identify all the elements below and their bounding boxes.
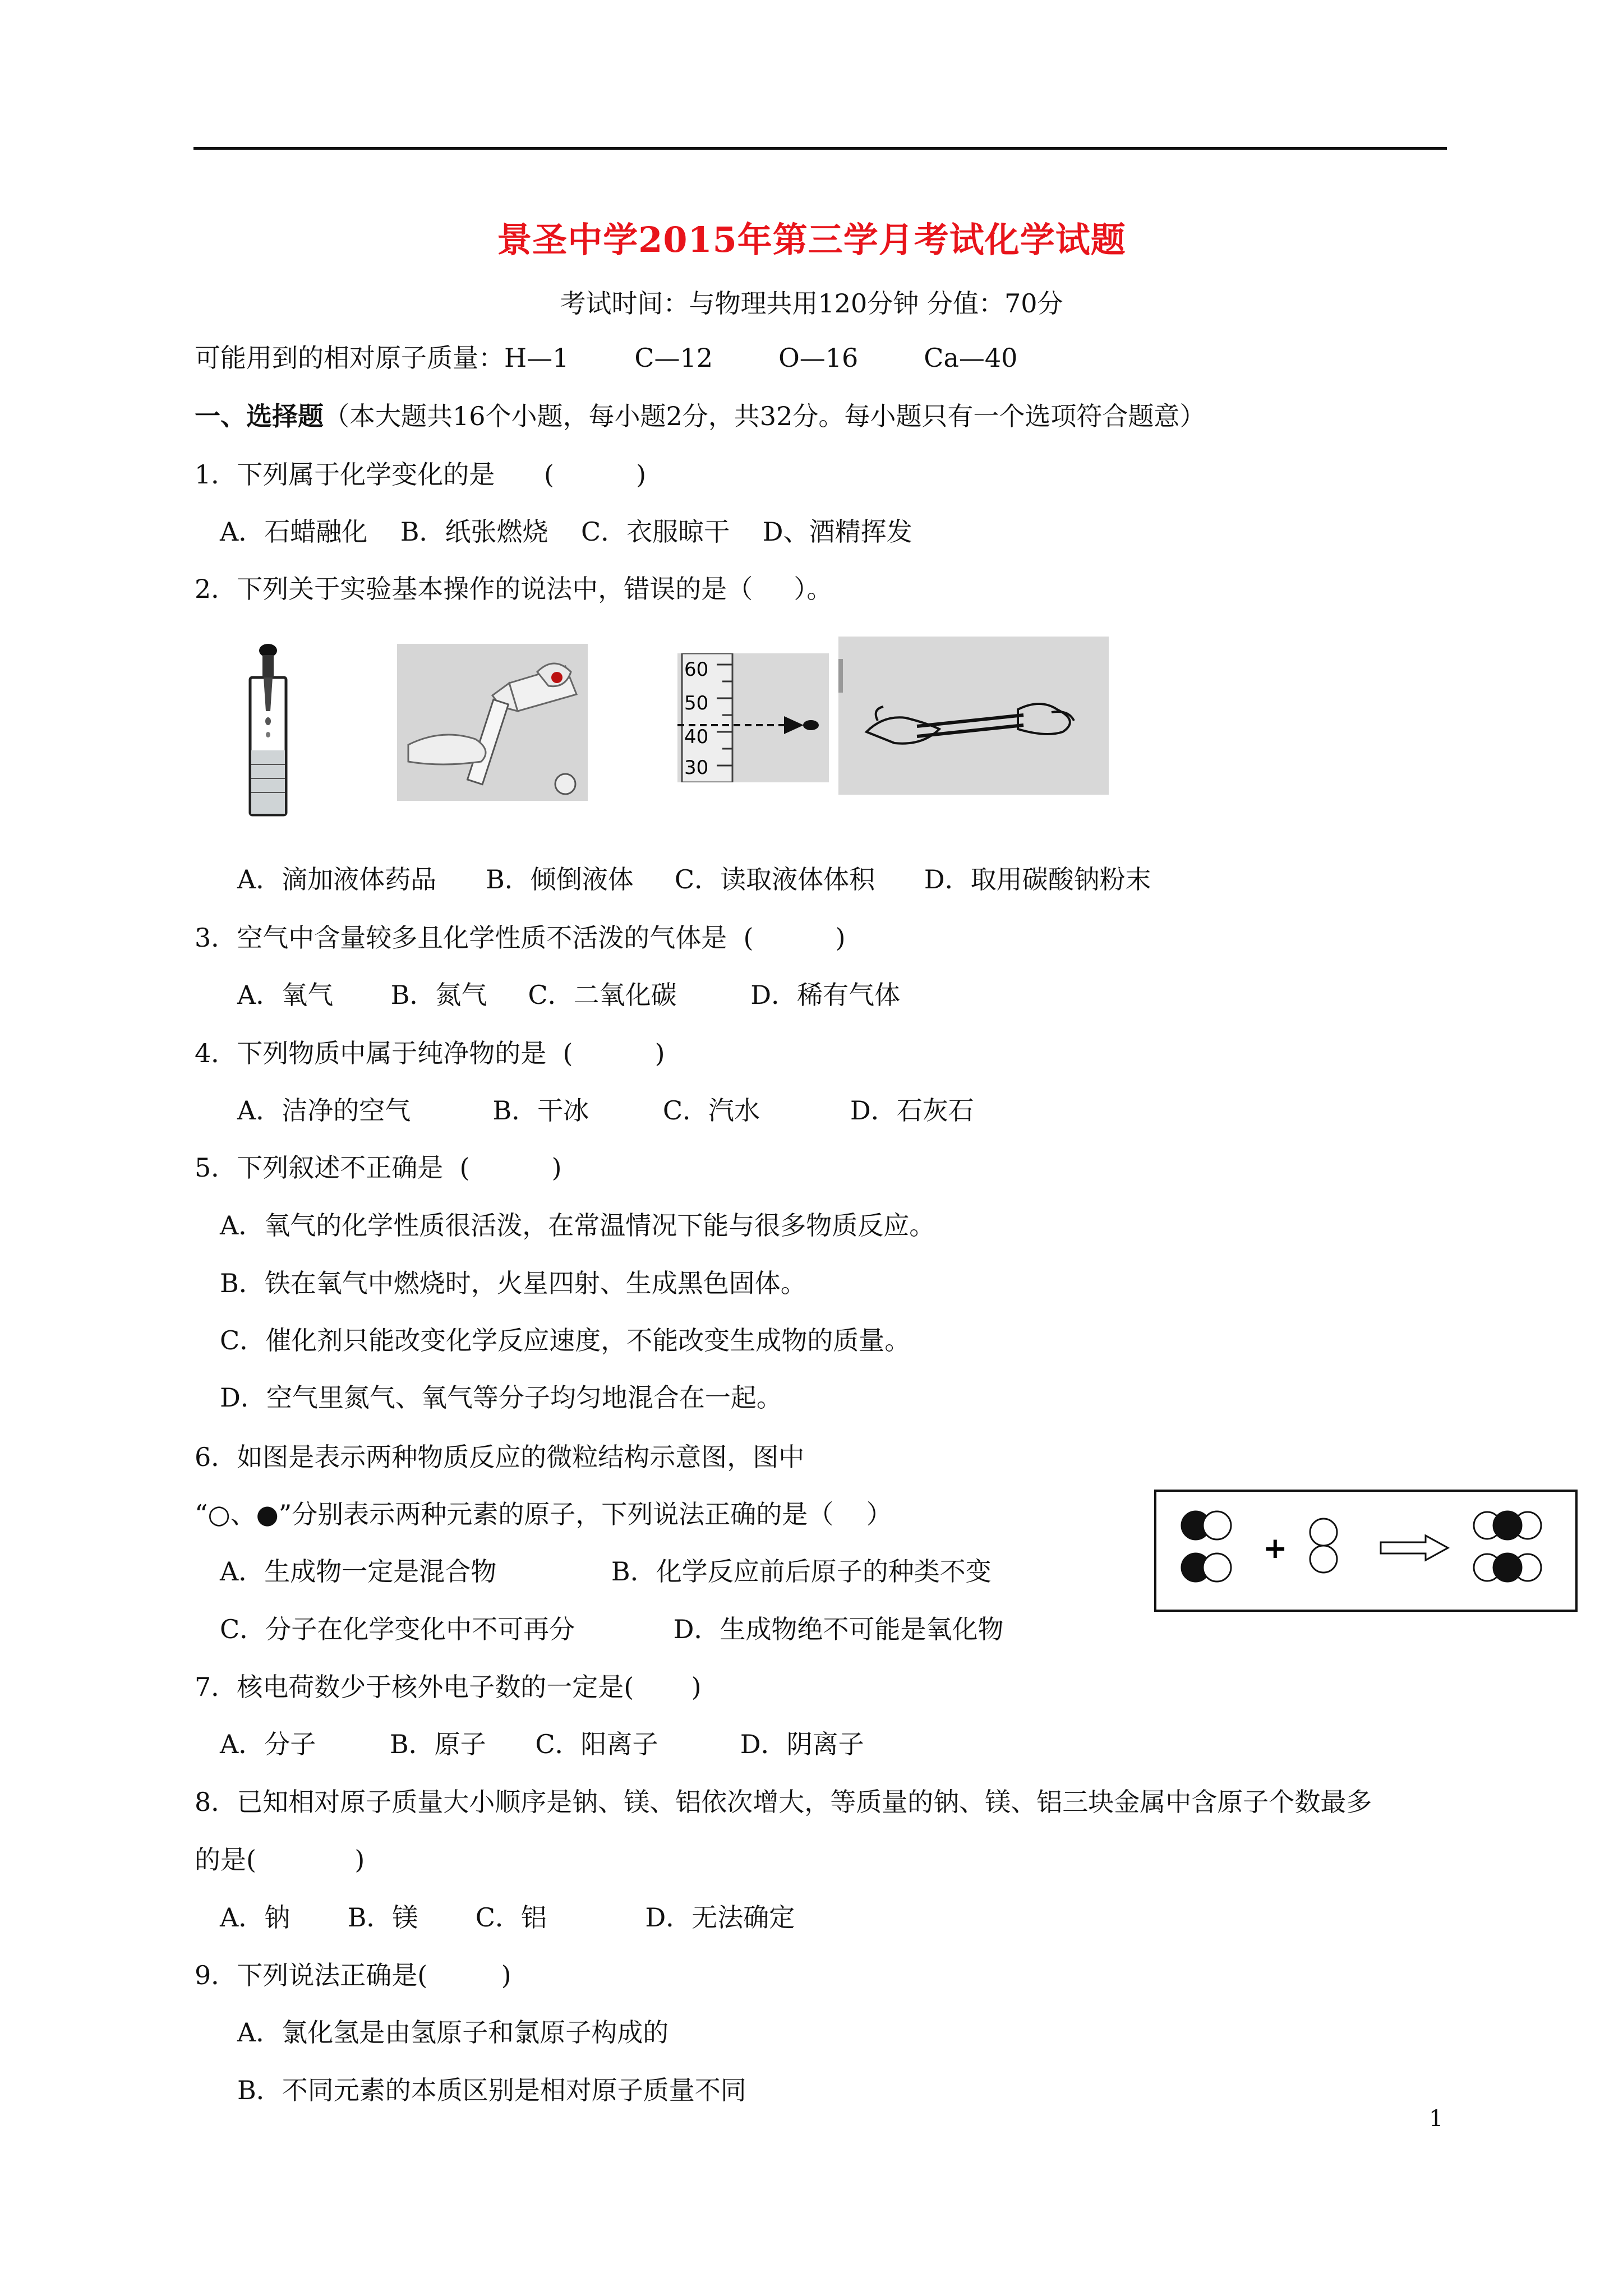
q4-options: A．洁净的空气 B．干冰 C．汽水 D．石灰石 bbox=[237, 1095, 974, 1126]
reading-volume-image bbox=[677, 653, 829, 782]
atomic-masses: 可能用到的相对原子质量：H—1 C—12 O—16 Ca—40 bbox=[195, 343, 1018, 373]
header-rule bbox=[193, 147, 1447, 150]
scale-tick-50: 50 bbox=[684, 692, 709, 714]
dropper-test-tube-image bbox=[240, 644, 296, 818]
q6-options-ab: A．生成物一定是混合物 B．化学反应前后原子的种类不变 bbox=[220, 1556, 992, 1587]
q1-stem: 1．下列属于化学变化的是 ( ) bbox=[195, 459, 647, 490]
q5-stem: 5．下列叙述不正确是 ( ) bbox=[195, 1152, 562, 1183]
scale-tick-40: 40 bbox=[684, 726, 709, 748]
q3-options: A．氧气 B．氮气 C．二氧化碳 D．稀有气体 bbox=[237, 980, 901, 1010]
q9-option-a: A．氯化氢是由氢原子和氯原子构成的 bbox=[237, 2017, 669, 2048]
scale-tick-60: 60 bbox=[684, 658, 709, 681]
particle-diagram-svg bbox=[1156, 1492, 1575, 1610]
q7-options: A．分子 B．原子 C．阳离子 D．阴离子 bbox=[220, 1729, 864, 1759]
q5-option-c: C．催化剂只能改变化学反应速度，不能改变生成物的质量。 bbox=[220, 1325, 911, 1356]
q3-stem: 3．空气中含量较多且化学性质不活泼的气体是 ( ) bbox=[195, 923, 846, 953]
q4-stem: 4．下列物质中属于纯净物的是 ( ) bbox=[195, 1038, 665, 1068]
q5-option-b: B．铁在氧气中燃烧时，火星四射、生成黑色固体。 bbox=[220, 1268, 806, 1298]
q2-stem: 2．下列关于实验基本操作的说法中，错误的是（ ）。 bbox=[195, 574, 833, 604]
particle-reaction-diagram bbox=[1154, 1490, 1578, 1612]
taking-powder-image bbox=[838, 637, 1109, 795]
section-heading bbox=[195, 399, 1205, 433]
q2-options: A．滴加液体药品 B．倾倒液体 C．读取液体体积 D．取用碳酸钠粉末 bbox=[237, 864, 1151, 895]
q7-stem: 7．核电荷数少于核外电子数的一定是( ) bbox=[195, 1672, 702, 1702]
q9-stem: 9．下列说法正确是( ) bbox=[195, 1960, 511, 1990]
section-title: 一、选择题 bbox=[195, 401, 324, 431]
page-number: 1 bbox=[1429, 2106, 1444, 2132]
q9-option-b: B．不同元素的本质区别是相对原子质量不同 bbox=[237, 2075, 746, 2105]
reaction-arrow-icon bbox=[1381, 1536, 1448, 1560]
q8-options: A．钠 B．镁 C．铝 D．无法确定 bbox=[220, 1902, 795, 1933]
section-note: （本大题共16个小题，每小题2分，共32分。每小题只有一个选项符合题意） bbox=[324, 401, 1206, 431]
q1-options: A．石蜡融化 B．纸张燃烧 C．衣服晾干 D、酒精挥发 bbox=[220, 517, 912, 547]
q5-option-a: A．氧气的化学性质很活泼，在常温情况下能与很多物质反应。 bbox=[220, 1210, 935, 1241]
plus-sign: + bbox=[1263, 1532, 1288, 1565]
scale-tick-30: 30 bbox=[684, 757, 709, 779]
pouring-liquid-image bbox=[397, 644, 588, 801]
exam-title: 景圣中学2015年第三学月考试化学试题 bbox=[497, 219, 1126, 260]
q8-stem-2: 的是( ) bbox=[195, 1845, 365, 1875]
q6-options-cd: C．分子在化学变化中不可再分 D．生成物绝不可能是氧化物 bbox=[220, 1614, 1004, 1644]
q5-option-d: D．空气里氮气、氧气等分子均匀地混合在一起。 bbox=[220, 1382, 782, 1413]
exam-subtitle: 考试时间：与物理共用120分钟 分值：70分 bbox=[560, 288, 1063, 319]
q8-stem-1: 8．已知相对原子质量大小顺序是钠、镁、铝依次增大，等质量的钠、镁、铝三块金属中含原子个数最多 bbox=[195, 1787, 1372, 1817]
q6-stem-1: 6．如图是表示两种物质反应的微粒结构示意图，图中 bbox=[195, 1442, 805, 1472]
q6-stem-2: “○、●”分别表示两种元素的原子，下列说法正确的是（ ） bbox=[195, 1499, 892, 1529]
